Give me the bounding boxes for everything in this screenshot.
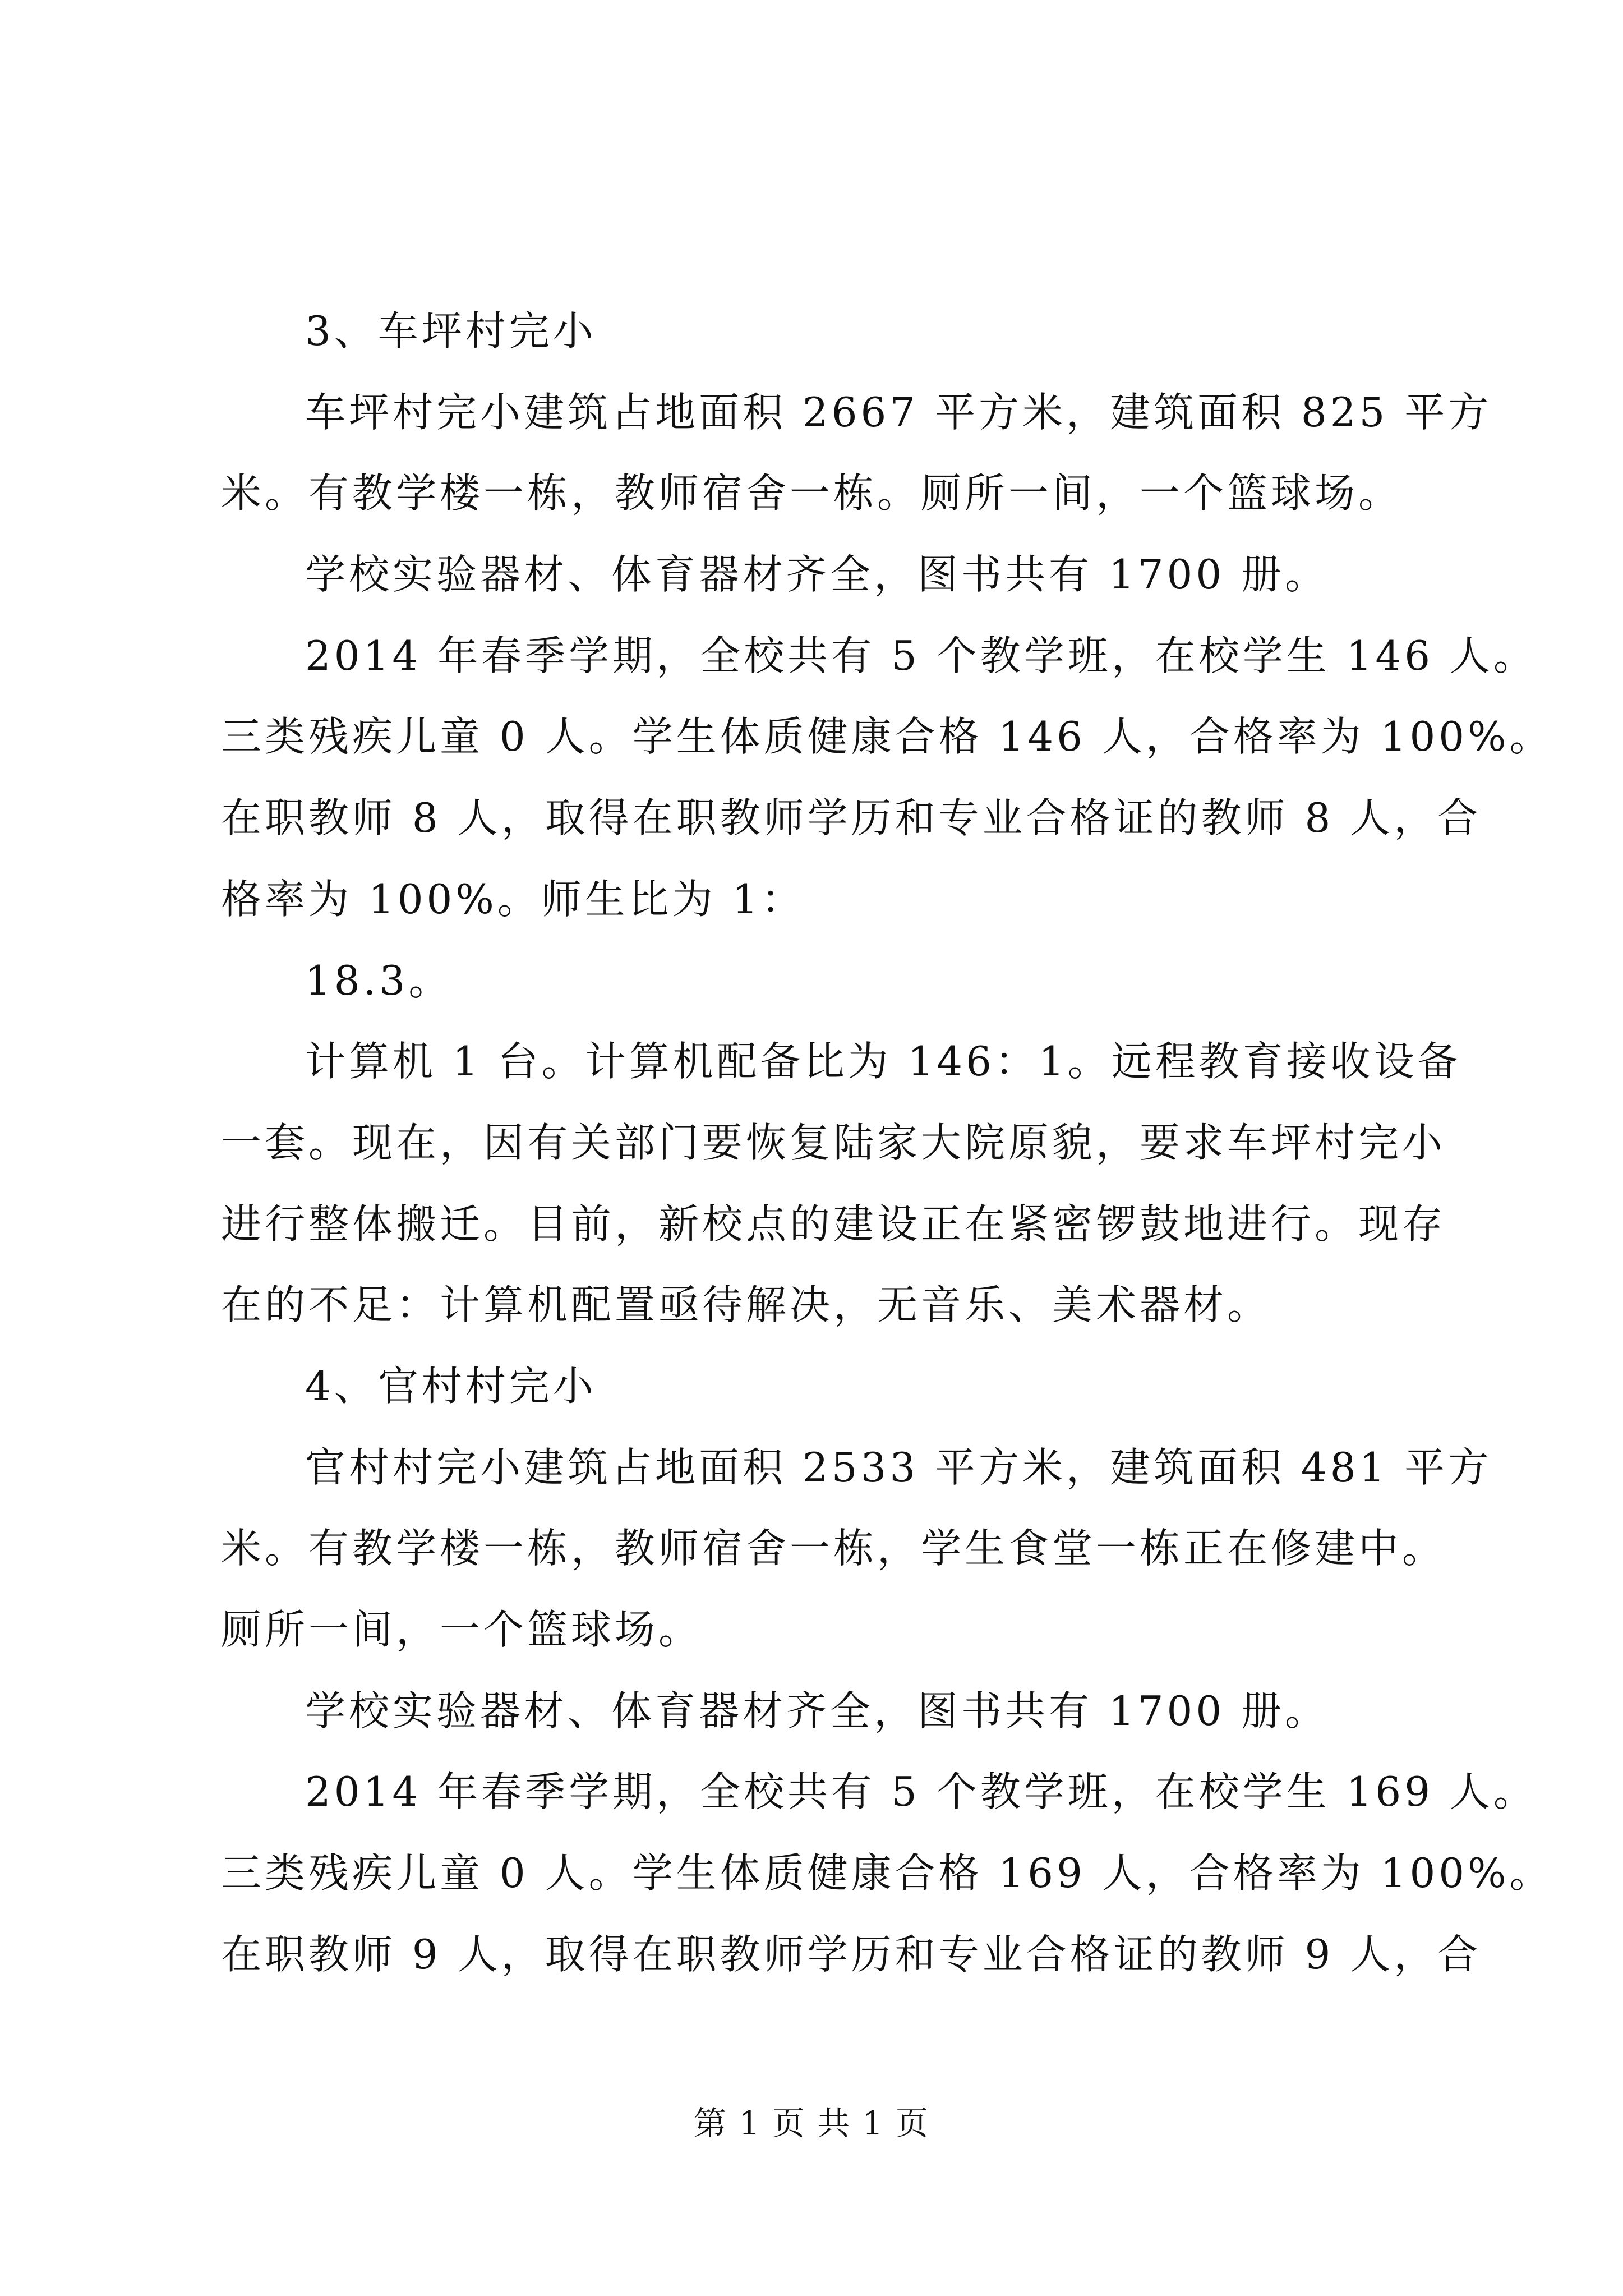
paragraph-line: 计算机 1 台。计算机配备比为 146：1。远程教育接收设备: [305, 1038, 1461, 1085]
paragraph-line: 在的不足：计算机配置亟待解决，无音乐、美术器材。: [221, 1281, 1271, 1329]
paragraph-line: 2014 年春季学期，全校共有 5 个教学班，在校学生 146 人。: [305, 632, 1537, 679]
paragraph-line: 米。有教学楼一栋，教师宿舍一栋。厕所一间，一个篮球场。: [221, 470, 1403, 517]
paragraph-line: 厕所一间，一个篮球场。: [221, 1606, 703, 1653]
page-footer: [0, 2101, 1623, 2146]
paragraph-line: 一套。现在，因有关部门要恢复陆家大院原貌，要求车坪村完小: [221, 1119, 1446, 1166]
paragraph-line: 官村村完小建筑占地面积 2533 平方米，建筑面积 481 平方: [305, 1443, 1492, 1491]
section-heading-chepingcun: 3、车坪村完小: [305, 307, 597, 355]
paragraph-line: 在职教师 9 人，取得在职教师学历和专业合格证的教师 9 人，合: [221, 1930, 1482, 1978]
paragraph-line: 学校实验器材、体育器材齐全，图书共有 1700 册。: [305, 1687, 1329, 1734]
paragraph-line: 三类残疾儿童 0 人。学生体质健康合格 146 人，合格率为 100%。: [221, 713, 1553, 761]
paragraph-line: 18.3。: [305, 956, 453, 1004]
paragraph-line: 格率为 100%。师生比为 1：: [221, 875, 805, 923]
paragraph-line: 2014 年春季学期，全校共有 5 个教学班，在校学生 169 人。: [305, 1768, 1537, 1816]
paragraph-line: 车坪村完小建筑占地面积 2667 平方米，建筑面积 825 平方: [305, 388, 1492, 436]
section-heading-guancuncun: 4、官村村完小: [305, 1362, 597, 1410]
paragraph-line: 进行整体搬迁。目前，新校点的建设正在紧密锣鼓地进行。现存: [221, 1200, 1446, 1248]
paragraph-line: 三类残疾儿童 0 人。学生体质健康合格 169 人，合格率为 100%。: [221, 1849, 1553, 1897]
paragraph-line: 在职教师 8 人，取得在职教师学历和专业合格证的教师 8 人，合: [221, 794, 1482, 842]
paragraph-line: 米。有教学楼一栋，教师宿舍一栋，学生食堂一栋正在修建中。: [221, 1525, 1446, 1572]
document-body: [221, 291, 1553, 1995]
page-number-label: 第 1 页 共 1 页: [694, 2104, 929, 2142]
paragraph-line: 学校实验器材、体育器材齐全，图书共有 1700 册。: [305, 551, 1329, 599]
